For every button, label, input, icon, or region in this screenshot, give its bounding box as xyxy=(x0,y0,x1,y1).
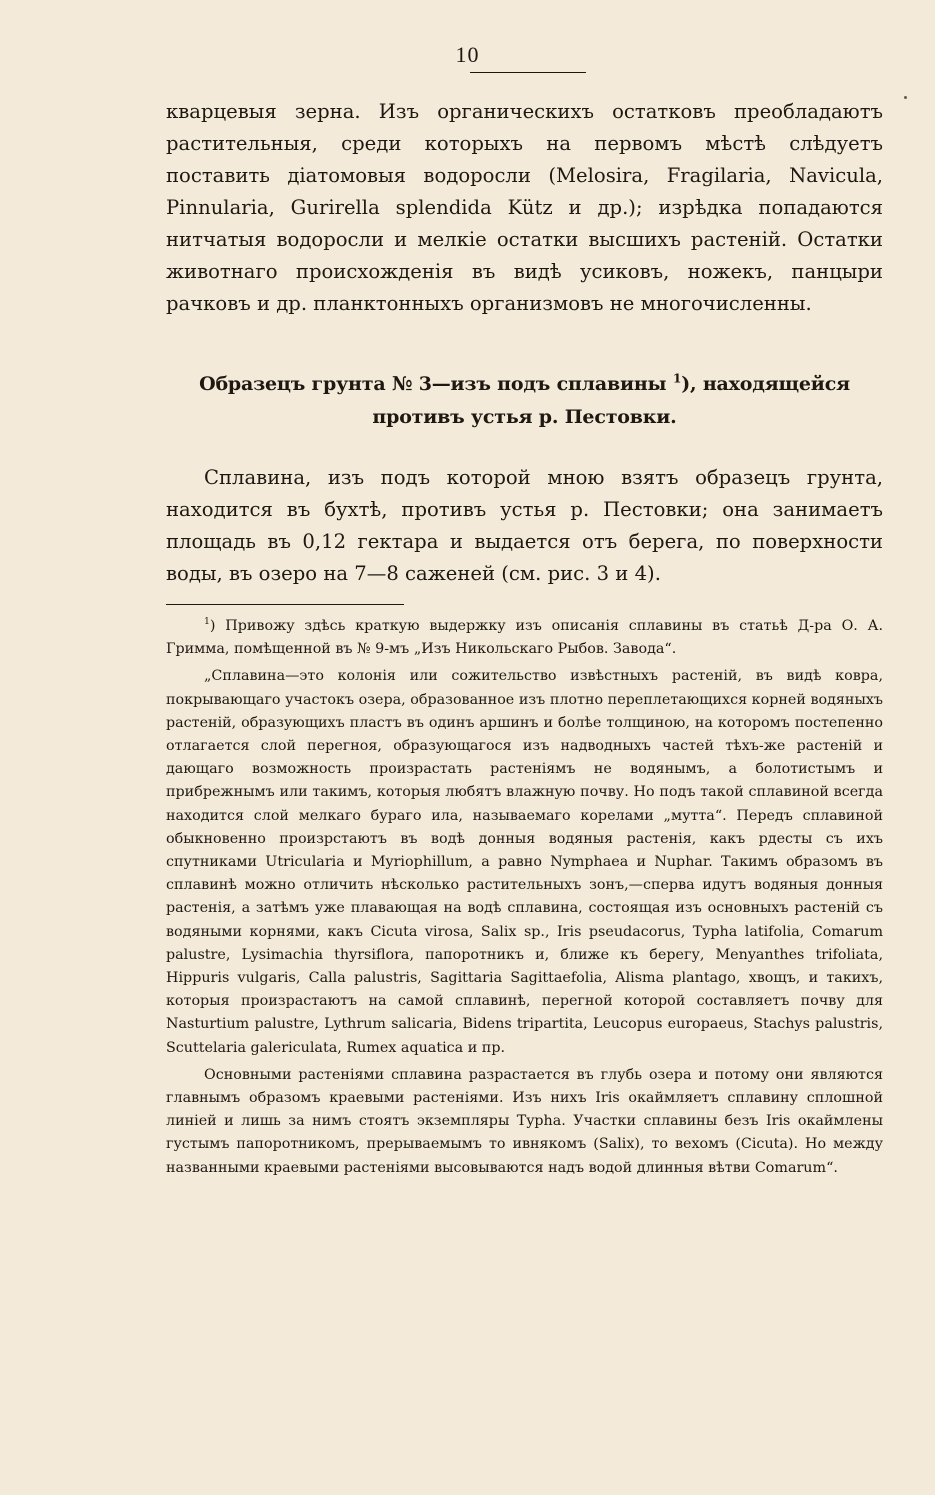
heading-text-2: ), находящейся противъ устья р. Пестовки. xyxy=(372,373,850,428)
footnote-intro xyxy=(166,615,883,661)
footnote-quote-2: Основными растеніями сплавина разрастается въ глубь озера и потому они являются главнымъ образомъ краевыми растеніями. Изъ нихъ Iris окаймляетъ сплавину сплошной линіей и лишь за нимъ стоятъ экземпляры Typha. Участки сплавины безъ Iris окаймлены густымъ папоротникомъ, прерываемымъ то ивнякомъ (Salix), то вехомъ (Cicuta). Но между названными краевыми растеніями высовываются надъ водой длинныя вѣтви Comarum“. xyxy=(166,1066,883,1176)
heading-text-1: Образецъ грунта № 3—изъ подъ сплавины xyxy=(199,373,667,395)
section-heading xyxy=(166,368,883,434)
paper-speck xyxy=(904,96,907,99)
footnote-mark: 1 xyxy=(204,616,210,628)
footnote-quote-1: „Сплавина—это колонія или сожительство извѣстныхъ растеній, въ видѣ ковра, покрывающаго участокъ озера, образованное изъ плотно переплетающихся корней водяныхъ растеній, образующихъ пластъ въ одинъ аршинъ и болѣе толщиною, на которомъ постепенно отлагается слой перегноя, образующагося изъ надводныхъ частей тѣхъ-же растеній и дающаго возможность произрастать растеніямъ не водянымъ, а болотистымъ и прибрежнымъ или такимъ, которыя любятъ влажную почву. Но подъ такой сплавиной всегда находится слой мелкаго бураго ила, называемаго корелами „мутта“. Передъ сплавиной обыкновенно произрстаютъ въ водѣ донныя водяныя растенія, какъ рдесты съ ихъ спутниками Utricularia и Myriophillum, а равно Nymphaea и Nuphar. Такимъ образомъ въ сплавинѣ можно отличить нѣсколько растительныхъ зонъ,—сперва идутъ водяныя донныя растенія, а затѣмъ уже плавающая на водѣ сплавина, состоящая изъ основныхъ растеній съ водяными корнями, какъ Cicuta virosa, Salix sp., Iris pseudacorus, Typha latifolia, Comarum palustre, Lysimachia thyrsiflora, папоротникъ и, ближе къ берегу, Menyanthes trifoliata, Hippuris vulgaris, Calla palustris, Sagittaria Sagittaefolia, Alisma plantago, хвощъ, и такихъ, которыя произрастаютъ на самой сплавинѣ, перегной которой составляетъ почву для Nasturtium palustre, Lythrum salicaria, Bidens tripartita, Leucopus europaeus, Stachys palustris, Scuttelaria galericulata, Rumex aquatica и пр. xyxy=(166,668,883,1056)
heading-footnote-mark: 1 xyxy=(672,370,682,386)
footnote-intro-text: ) Привожу здѣсь краткую выдержку изъ описанія сплавины въ статьѣ Д-ра О. А. Гримма, помѣщенной въ № 9-мъ „Изъ Никольскаго Рыбов. Завода“. xyxy=(166,618,883,658)
paragraph-1: кварцевыя зерна. Изъ органическихъ остатковъ преобладаютъ растительныя, среди которыхъ на первомъ мѣстѣ слѣдуетъ поставить діатомовыя водоросли (Melosira, Fragilaria, Navicula, Pinnularia, Gurirella splendida Kütz и др.); изрѣдка попадаются нитчатыя водоросли и мелкіе остатки высшихъ растеній. Остатки животнаго происхожденія въ видѣ усиковъ, ножекъ, панцыри рачковъ и др. планктонныхъ организмовъ не многочисленны. xyxy=(166,100,883,315)
paragraph-2: Сплавина, изъ подъ которой мною взятъ образецъ грунта, находится въ бухтѣ, противъ устья р. Пестовки; она занимаетъ площадь въ 0,12 гектара и выдается отъ берега, по поверхности воды, въ озеро на 7—8 саженей (см. рис. 3 и 4). xyxy=(166,466,883,585)
page-number-rule xyxy=(470,72,586,73)
footnote-rule xyxy=(166,604,404,605)
page-number: 10 xyxy=(455,42,480,67)
footnotes xyxy=(166,615,883,1184)
